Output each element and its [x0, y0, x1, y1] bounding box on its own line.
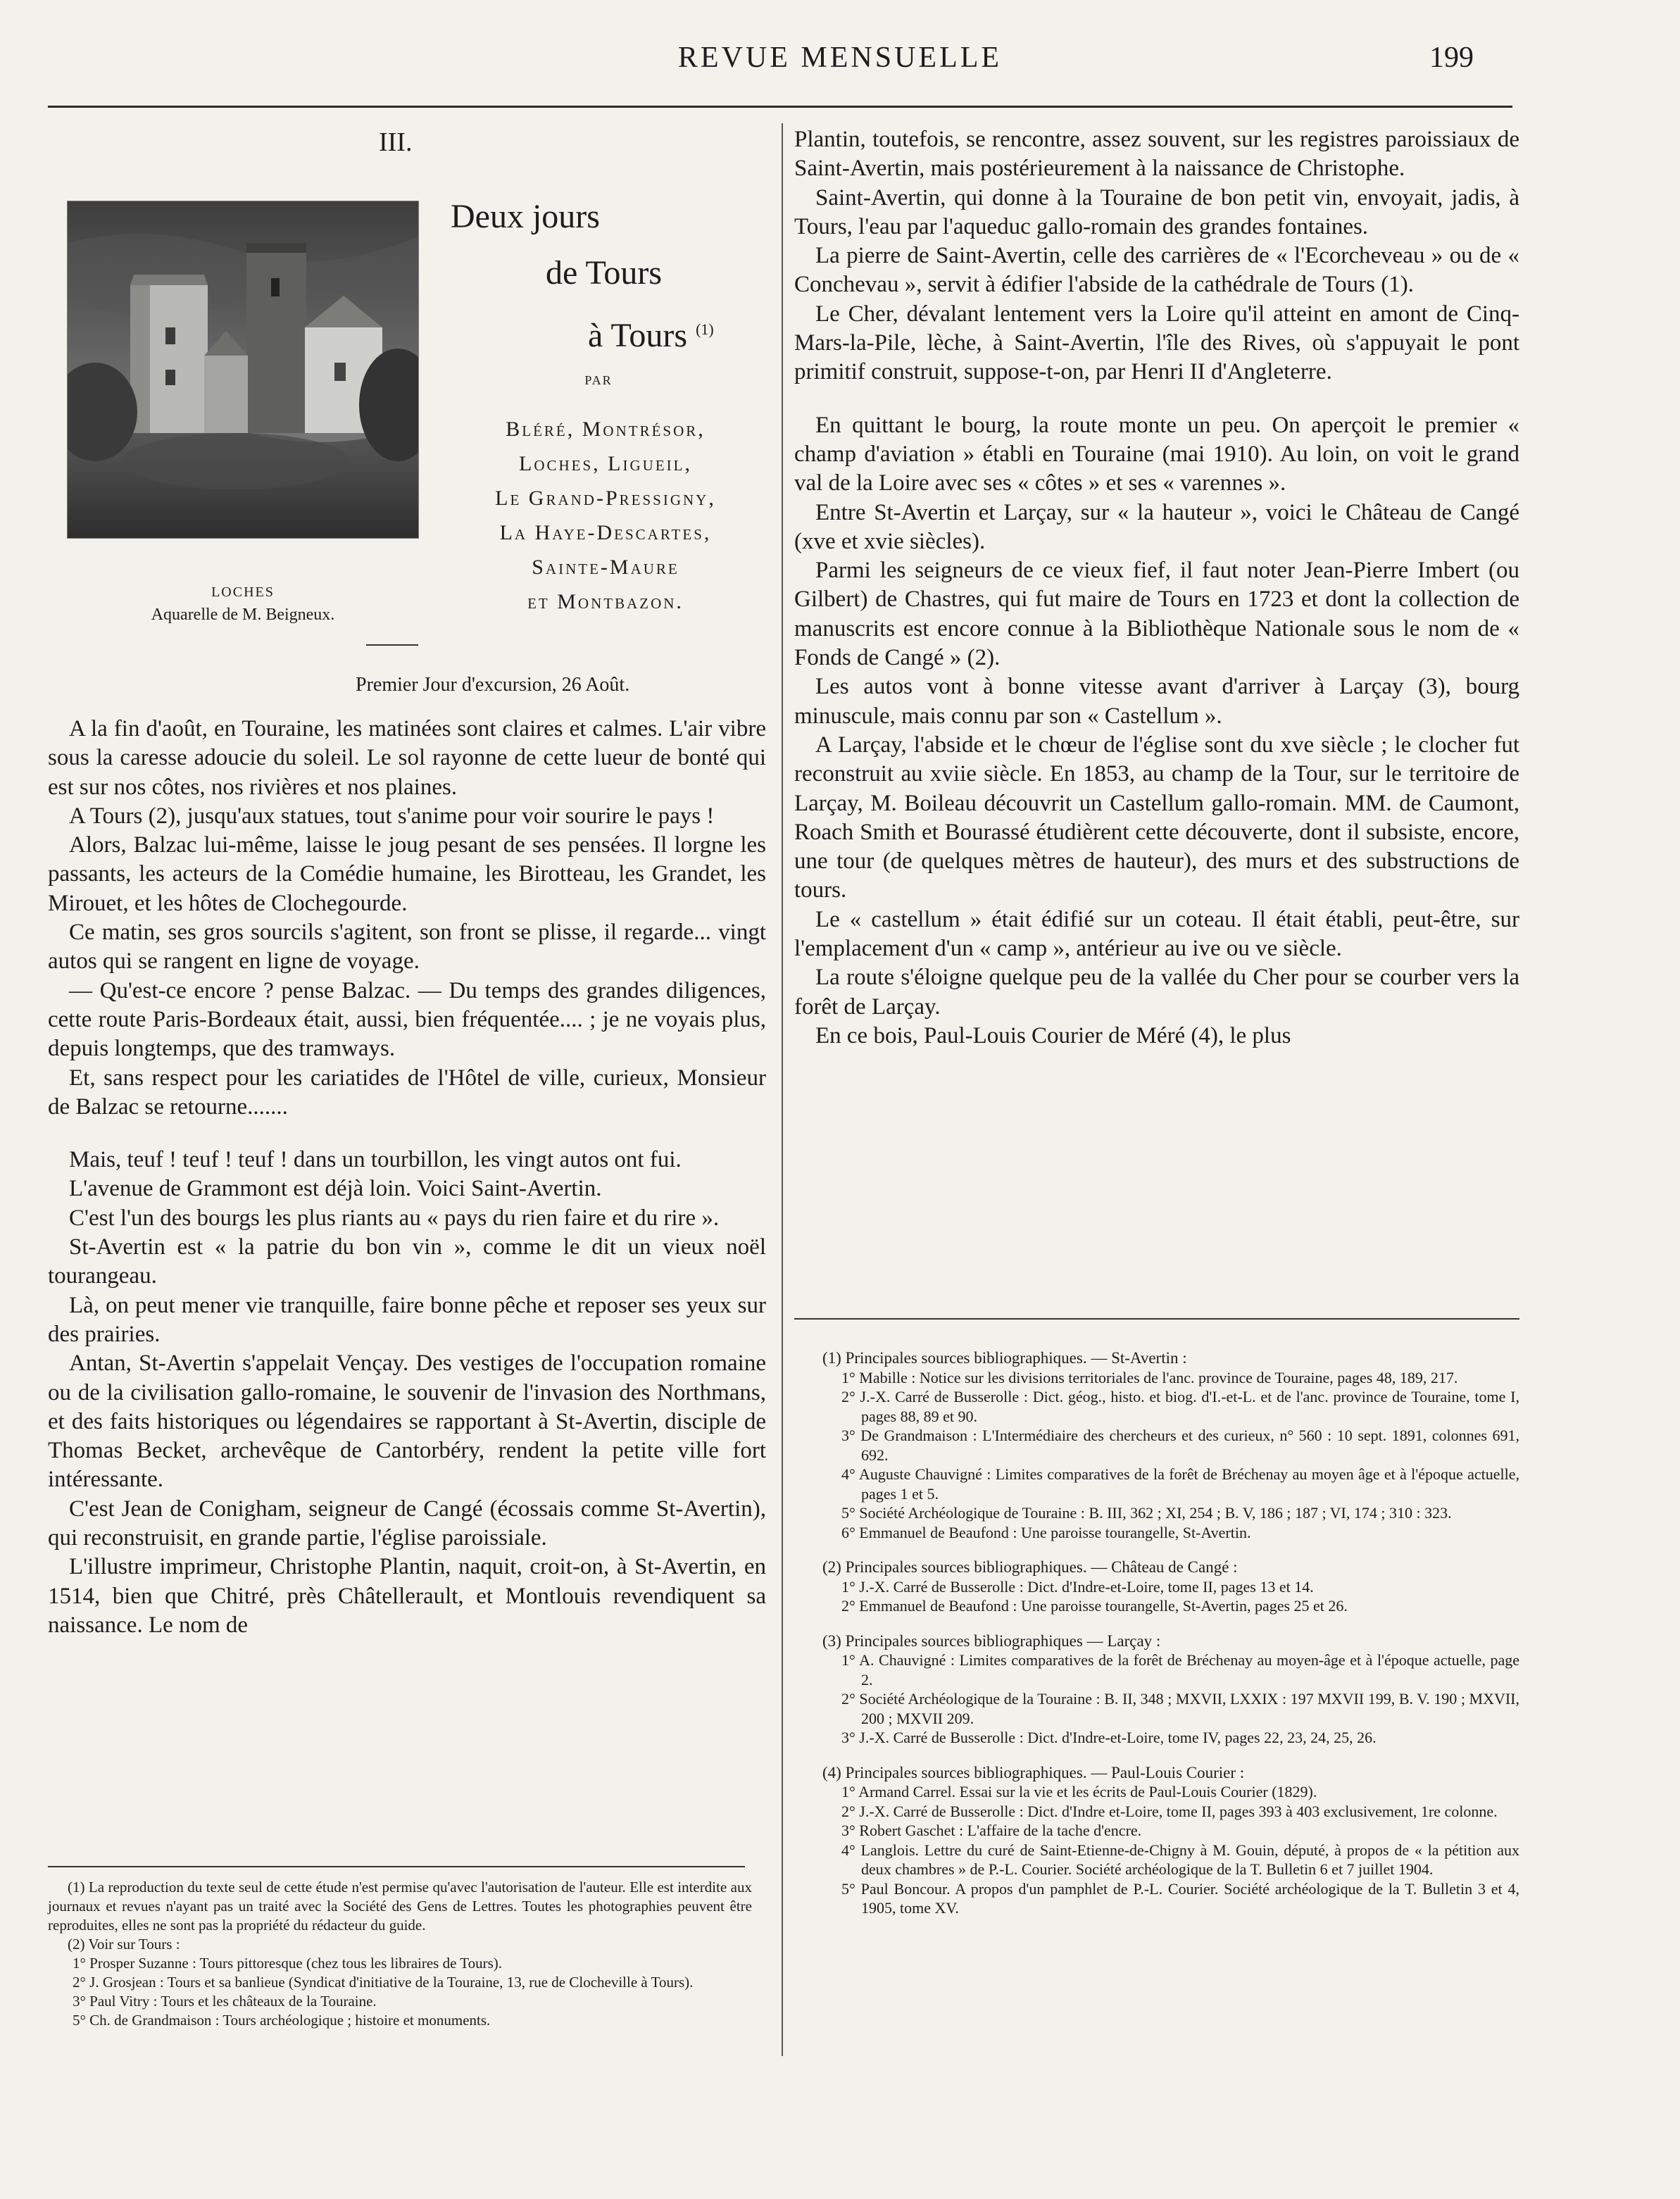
- route-line: Bléré, Montrésor,: [506, 418, 706, 441]
- route-line: Loches, Ligueil,: [519, 452, 692, 475]
- paragraph: St-Avertin est « la patrie du bon vin », comme le dit un vieux noël tourangeau.: [48, 1234, 766, 1289]
- paragraph: Mais, teuf ! teuf ! teuf ! dans un tourbillon, les vingt autos ont fui.: [69, 1147, 682, 1173]
- footnote-1: (1) La reproduction du texte seul de cette étude n'est permise qu'avec l'autorisation de l'auteur. Elle est interdite aux journaux et revues n'ayant pas un traité avec la Société des Gens de Lettres. Toutes les photographies peuvent être reproduites, elles ne sont pas la propriété du rédacteur du guide.: [48, 1879, 752, 1934]
- footnote-item: 2° Société Archéologique de la Touraine : B. II, 348 ; MXVII, LXXIX : 197 MXVII 199, B. V. 190 ; MXVII, 200 ; MXVII 209.: [841, 1690, 1519, 1727]
- footnote-item: 5° Société Archéologique de Touraine : B. III, 362 ; XI, 254 ; B. V, 186 ; 187 ; VI, 174 ; 310 : 323.: [841, 1504, 1452, 1522]
- footnote-rule: [794, 1318, 1519, 1320]
- section-number: III.: [379, 127, 413, 157]
- footnote-item: 2° J.-X. Carré de Busserolle : Dict. d'Indre et-Loire, tome II, pages 393 à 403 exclusivement, 1re colonne.: [841, 1802, 1498, 1820]
- paragraph: Les autos vont à bonne vitesse avant d'arriver à Larçay (3), bourg minuscule, mais connu par son « Castellum ».: [794, 674, 1519, 729]
- paragraph: A Larçay, l'abside et le chœur de l'église sont du xve siècle ; le clocher fut reconstruit au xviie siècle. En 1853, au champ de la Tour, sur le territoire de Larçay, M. Boileau découvrit un Castellum gallo-romain. MM. de Caumont, Roach Smith et Bourassé étudièrent cette découverte, dont il subsiste, encore, une tour (de quelques mètres de hauteur), des murs et des substructions de tours.: [794, 732, 1519, 903]
- paragraph: L'avenue de Grammont est déjà loin. Voici Saint-Avertin.: [69, 1176, 602, 1202]
- figure-caption-title: LOCHES: [211, 584, 275, 600]
- footnote-item: 2° Emmanuel de Beaufond : Une paroisse tourangelle, St-Avertin, pages 25 et 26.: [841, 1597, 1348, 1615]
- paragraph: Entre St-Avertin et Larçay, sur « la hauteur », voici le Château de Cangé (xve et xvie siècles).: [794, 499, 1519, 554]
- footnote-item: 4° Auguste Chauvigné : Limites comparatives de la forêt de Bréchenay au moyen âge et à l'époque actuelle, pages 1 et 5.: [841, 1465, 1519, 1503]
- right-footnotes: [794, 1348, 1519, 1934]
- footnote-head: (4) Principales sources bibliographiques. — Paul-Louis Courier :: [822, 1763, 1245, 1781]
- footnote-head: (2) Principales sources bibliographiques. — Château de Cangé :: [822, 1558, 1238, 1576]
- page-number: 199: [1429, 42, 1474, 74]
- paragraph: Saint-Avertin, qui donne à la Touraine de bon petit vin, envoyait, jadis, à Tours, l'eau par l'aqueduc gallo-romain des grandes fontaines.: [794, 184, 1519, 239]
- footnote-item: 1° A. Chauvigné : Limites comparatives de la forêt de Bréchenay au moyen-âge et à l'époque actuelle, page 2.: [841, 1651, 1519, 1689]
- footnote-group-4: [794, 1763, 1519, 1918]
- footnote-2-head: (2) Voir sur Tours :: [68, 1936, 180, 1953]
- figure-caption-credit: Aquarelle de M. Beigneux.: [151, 606, 335, 624]
- title-line-3-text: à Tours: [588, 317, 688, 354]
- paragraph: A la fin d'août, en Touraine, les matinées sont claires et calmes. L'air vibre sous la caresse adoucie du soleil. Le sol rayonne de cette lueur de bonté qui est sur nos côtes, nos rivières et nos plaines.: [48, 716, 766, 800]
- paragraph: En quittant le bourg, la route monte un peu. On aperçoit le premier « champ d'aviation » établi en Touraine (mai 1910). Au loin, on voit le grand val de la Loire avec ses « côtes » et ses « varennes ».: [794, 412, 1519, 496]
- footnote-group-3: [794, 1631, 1519, 1748]
- footnote-item: 5° Ch. de Grandmaison : Tours archéologique ; histoire et monuments.: [73, 2012, 491, 2029]
- paragraph: La route s'éloigne quelque peu de la vallée du Cher pour se courber vers la forêt de Larçay.: [794, 965, 1519, 1020]
- footnote-item: 5° Paul Boncour. A propos d'un pamphlet de P.-L. Courier. Société archéologique de la T. Bulletin 3 et 4, 1905, tome XV.: [841, 1879, 1519, 1917]
- left-column-body: [48, 715, 766, 1640]
- footnote-item: 6° Emmanuel de Beaufond : Une paroisse tourangelle, St-Avertin.: [841, 1523, 1251, 1541]
- footnote-item: 1° Mabille : Notice sur les divisions territoriales de l'anc. province de Touraine, pages 48, 189, 217.: [841, 1368, 1458, 1386]
- paragraph: Le « castellum » était édifié sur un coteau. Il était établi, peut-être, sur l'emplacement d'un « camp », antérieur au ive ou ve siècle.: [794, 906, 1519, 962]
- paragraph: Le Cher, dévalant lentement vers la Loire qu'il atteint en amont de Cinq-Mars-la-Pile, lèche, à Saint-Avertin, l'île des Rives, où s'appuyait le pont primitif construit, suppose-t-on, par Henri II d'Angleterre.: [794, 301, 1519, 385]
- route-line: La Haye-Descartes,: [499, 521, 712, 544]
- article-title: [451, 189, 714, 364]
- footnote-item: 1° Prosper Suzanne : Tours pittoresque (chez tous les libraires de Tours).: [73, 1955, 503, 1972]
- route-list: [437, 412, 775, 619]
- paragraph: Alors, Balzac lui-même, laisse le joug pesant de ses pensées. Il lorgne les passants, les acteurs de la Comédie humaine, les Birotteau, les Grandet, les Mirouet, et les hôtes de Clochegourde.: [48, 832, 766, 916]
- paragraph: A Tours (2), jusqu'aux statues, tout s'anime pour voir sourire le pays !: [69, 803, 715, 829]
- loches-castle-illustration: [67, 201, 419, 539]
- right-column-body: [794, 125, 1519, 1051]
- title-line-2: de Tours: [546, 254, 663, 292]
- footnote-item: 2° J.-X. Carré de Busserolle : Dict. géog., histo. et biog. d'I.-et-L. et de l'anc. province de Touraine, tome I, pages 88, 89 et 90.: [841, 1388, 1519, 1425]
- title-note-ref: (1): [696, 320, 714, 338]
- paragraph: Plantin, toutefois, se rencontre, assez souvent, sur les registres paroissiaux de Saint-Avertin, mais postérieurement à la naissance de Christophe.: [794, 127, 1519, 182]
- footnote-item: 1° J.-X. Carré de Busserolle : Dict. d'Indre-et-Loire, tome II, pages 13 et 14.: [841, 1577, 1314, 1596]
- footnote-item: 2° J. Grosjean : Tours et sa banlieue (Syndicat d'initiative de la Touraine, 13, rue de Clocheville à Tours).: [73, 1974, 694, 1991]
- paragraph: Là, on peut mener vie tranquille, faire bonne pêche et reposer ses yeux sur des prairies.: [48, 1292, 766, 1347]
- paragraph: — Qu'est-ce encore ? pense Balzac. — Du temps des grandes diligences, cette route Paris-Bordeaux était, aussi, bien fréquentée.... ; je ne voyais plus, depuis longtemps, que des tramways.: [48, 977, 766, 1062]
- paragraph: Parmi les seigneurs de ce vieux fief, il faut noter Jean-Pierre Imbert (ou Gilbert) de Chastres, qui fut maire de Tours en 1723 et dont la collection de manuscrits est encore connue à la Bibliothèque Nationale sous le nom de « Fonds de Cangé » (2).: [794, 558, 1519, 671]
- route-line: Le Grand-Pressigny,: [495, 487, 716, 510]
- article-subtitle: Premier Jour d'excursion, 26 Août.: [356, 674, 630, 696]
- running-header-title: REVUE MENSUELLE: [677, 42, 1003, 74]
- by-line: PAR: [584, 373, 613, 387]
- paragraph: C'est l'un des bourgs les plus riants au « pays du rien faire et du rire ».: [69, 1205, 720, 1231]
- paragraph: Et, sans respect pour les cariatides de l'Hôtel de ville, curieux, Monsieur de Balzac se retourne.......: [48, 1065, 766, 1120]
- footnote-head: (3) Principales sources bibliographiques — Larçay :: [822, 1631, 1161, 1650]
- title-line-1: Deux jours: [451, 198, 600, 235]
- footnote-item: 4° Langlois. Lettre du curé de Saint-Etienne-de-Chigny à M. Gouin, député, à propos de « la pétition aux deux chambres » de P.-L. Courier. Société archéologique de la T. Bulletin 6 et 7 juillet 1904.: [841, 1841, 1519, 1878]
- footnote-head: (1) Principales sources bibliographiques. — St-Avertin :: [822, 1349, 1187, 1367]
- route-line: et Montbazon.: [527, 590, 684, 613]
- paragraph: En ce bois, Paul-Louis Courier de Méré (4), le plus: [815, 1022, 1291, 1048]
- short-rule: [366, 644, 418, 646]
- paragraph: Antan, St-Avertin s'appelait Vençay. Des vestiges de l'occupation romaine ou de la civilisation gallo-romaine, le souvenir de l'invasion des Northmans, et des faits historiques ou légendaires se rapportant à St-Avertin, disciple de Thomas Becket, archevêque de Cantorbéry, rendent la petite ville fort intéressante.: [48, 1351, 766, 1493]
- footnote-group-2: [794, 1558, 1519, 1616]
- paragraph: L'illustre imprimeur, Christophe Plantin, naquit, croit-on, à St-Avertin, en 1514, bien que Chitré, près Châtellerault, et Montlouis revendiquent sa naissance. Le nom de: [48, 1554, 766, 1638]
- footnote-item: 3° Robert Gaschet : L'affaire de la tache d'encre.: [841, 1822, 1142, 1839]
- left-footnotes: [48, 1878, 752, 2030]
- footnote-item: 3° De Grandmaison : L'Intermédiaire des chercheurs et des curieux, n° 560 : 10 sept. 1891, colonnes 691, 692.: [841, 1427, 1519, 1464]
- footnote-item: 3° J.-X. Carré de Busserolle : Dict. d'Indre-et-Loire, tome IV, pages 22, 23, 24, 25, 26.: [841, 1729, 1377, 1746]
- footnote-item: 3° Paul Vitry : Tours et les châteaux de la Touraine.: [73, 1993, 377, 2010]
- header-rule: [48, 106, 1512, 108]
- paragraph: Ce matin, ses gros sourcils s'agitent, son front se plisse, il regarde... vingt autos qui se rangent en ligne de voyage.: [48, 920, 766, 975]
- footnote-item: 1° Armand Carrel. Essai sur la vie et les écrits de Paul-Louis Courier (1829).: [841, 1783, 1317, 1800]
- column-divider: [782, 123, 783, 2056]
- title-line-3: [451, 301, 714, 364]
- footnote-group-1: [794, 1348, 1519, 1542]
- paragraph: C'est Jean de Conigham, seigneur de Cangé (écossais comme St-Avertin), qui reconstruisit, en grande partie, l'église paroissiale.: [48, 1496, 766, 1551]
- paragraph: La pierre de Saint-Avertin, celle des carrières de « l'Ecorcheveau » ou de « Conchevau », servit à édifier l'abside de la cathédrale de Tours (1).: [794, 243, 1519, 298]
- footnote-rule: [48, 1866, 745, 1867]
- route-line: Sainte-Maure: [532, 556, 679, 579]
